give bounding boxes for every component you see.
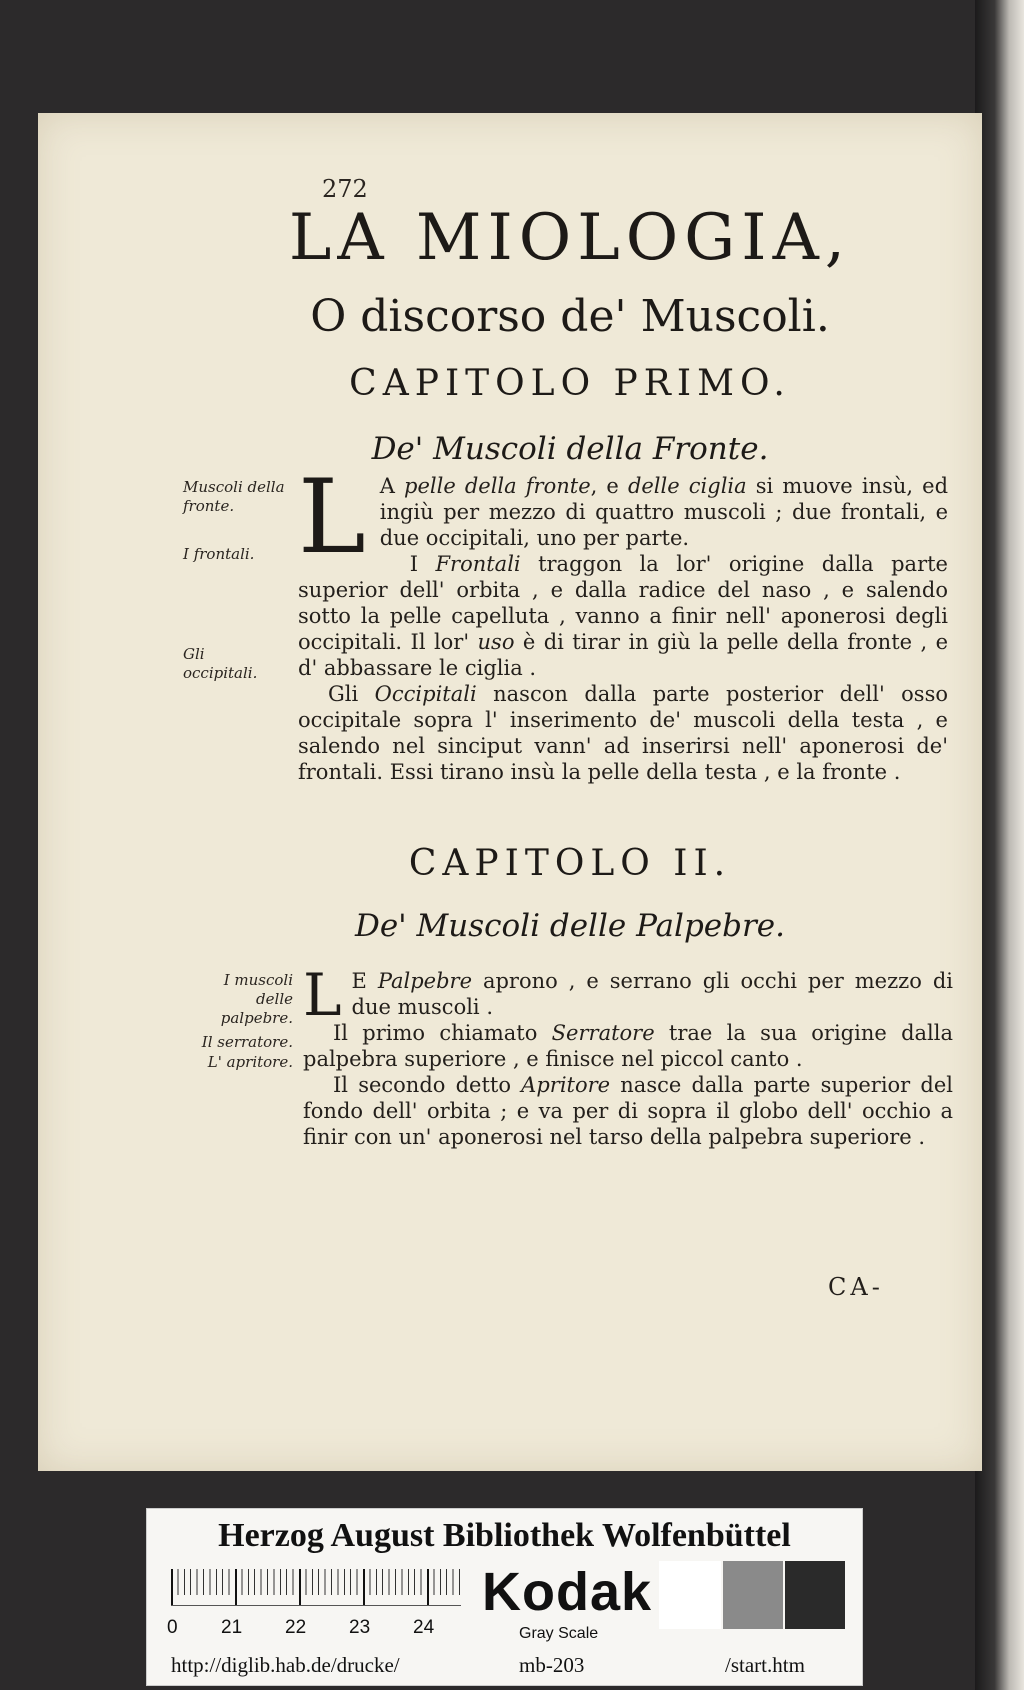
book-page bbox=[38, 113, 982, 1471]
page-number: 272 bbox=[322, 175, 368, 203]
paragraph: E Palpebre aprono , e serrano gli occhi per mezzo di due muscoli . bbox=[351, 969, 953, 1019]
gray-swatch-white bbox=[659, 1561, 721, 1629]
gray-swatch-mid bbox=[723, 1561, 783, 1629]
paragraph: Gli Occipitali nascon dalla parte posterior dell' osso occipitale sopra l' inserimento de' muscoli della testa , e salendo nel sinciput vann' ad inserirsi nell' aponerosi de' frontali. Essi tirano insù la pelle della testa , e la fronte . bbox=[298, 682, 949, 784]
chapter-2-subheading: De' Muscoli delle Palpebre. bbox=[354, 908, 786, 944]
paragraph: A pelle della fronte, e delle ciglia si muove insù, ed ingiù per mezzo di quattro muscoli ; due frontali, e due occipitali, uno per parte. bbox=[379, 474, 949, 550]
ruler-label: 21 bbox=[221, 1617, 243, 1638]
url-prefix: http://diglib.hab.de/drucke/ bbox=[171, 1653, 400, 1677]
ruler-label: 0 bbox=[167, 1617, 178, 1638]
paragraph: Il primo chiamato Serratore trae la sua origine dalla palpebra superiore , e finisce nel piccol canto . bbox=[303, 1021, 953, 1071]
margin-note-occipitali: Gli occipitali. bbox=[183, 645, 258, 682]
chapter-2-body bbox=[303, 961, 953, 1150]
paragraph: I Frontali traggon la lor' origine dalla parte superior dell' orbita , e dalla radice del naso , e salendo sotto la pelle capelluta , vanno a finir nell' aponerosi degli occipitali. Il lor' uso è di tirar in giù la pelle della fronte , e d' abbassare le ciglia . bbox=[298, 552, 948, 680]
catchword: CA- bbox=[828, 1273, 884, 1301]
gray-scale-label: Gray Scale bbox=[519, 1625, 599, 1642]
ruler-scale bbox=[171, 1569, 461, 1606]
margin-note-frontali: I frontali. bbox=[183, 545, 255, 563]
shelfmark: mb-203 bbox=[519, 1653, 585, 1677]
ruler-label: 23 bbox=[349, 1617, 371, 1638]
ruler-label: 24 bbox=[413, 1617, 435, 1638]
library-name: Herzog August Bibliothek Wolfenbüttel bbox=[218, 1517, 791, 1554]
margin-note-apritore: L' apritore. bbox=[207, 1053, 293, 1071]
margin-note-palpebre: I muscoli delle palpebre. bbox=[220, 971, 293, 1027]
chapter-1-body bbox=[298, 458, 949, 785]
ruler-labels bbox=[167, 1617, 487, 1641]
url-suffix: /start.htm bbox=[725, 1653, 805, 1677]
gray-swatch-dark bbox=[785, 1561, 845, 1629]
page-title: LA MIOLOGIA, bbox=[288, 201, 852, 275]
paragraph: Il secondo detto Apritore nasce dalla parte superior del fondo dell' orbita ; e va per di sopra il globo dell' occhio a finir con un' aponerosi nel tarso della palpebra superiore . bbox=[303, 1073, 953, 1149]
drop-cap: L bbox=[303, 961, 342, 1029]
page-subtitle: O discorso de' Muscoli. bbox=[310, 291, 830, 342]
ruler-label: 22 bbox=[285, 1617, 307, 1638]
margin-note-muscoli-fronte: Muscoli della fronte. bbox=[183, 478, 285, 515]
chapter-1-heading: CAPITOLO PRIMO. bbox=[349, 363, 791, 404]
drop-cap: L bbox=[298, 458, 366, 577]
book-binding-edge bbox=[975, 0, 1024, 1690]
library-calibration-strip bbox=[146, 1508, 863, 1686]
chapter-2-heading: CAPITOLO II. bbox=[408, 843, 732, 884]
kodak-logo: Kodak bbox=[482, 1562, 653, 1622]
margin-note-serratore: Il serratore. bbox=[201, 1033, 293, 1051]
chapter-1-subheading: De' Muscoli della Fronte. bbox=[371, 431, 769, 467]
